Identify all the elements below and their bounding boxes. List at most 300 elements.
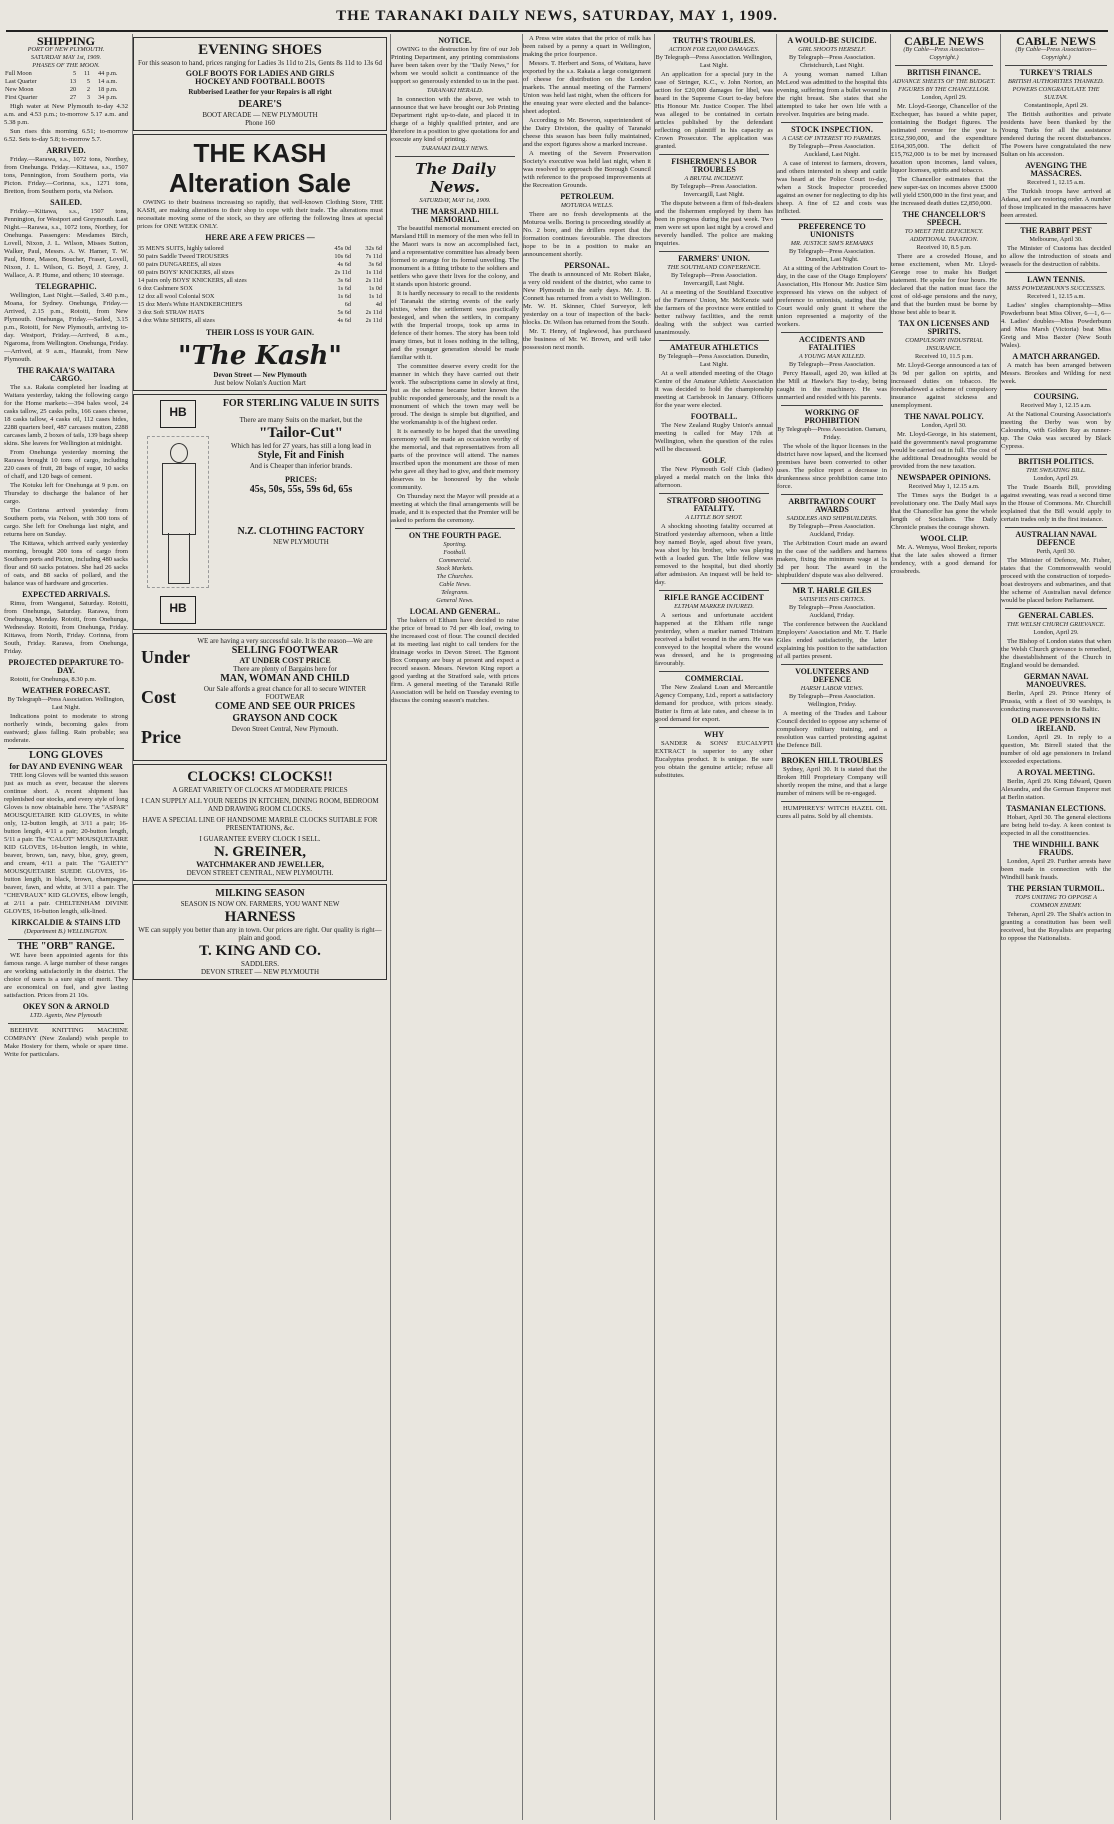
kittawa-text: The Kittawa, which arrived early yesterday morning, brought 200 tons of cargo from Southern ports and Picton, including 480 sacks flour and 60 sacks potatoes. She had 26 sacks of oats, and 88 sacks of pollard, and the balance was of hardware and groceries. [4, 540, 128, 587]
corinna-text: The Corinna arrived yesterday from Southern ports, via Nelson, with 300 tons of cargo. She left for Onehunga last night, and returns here on Sunday. [4, 507, 128, 538]
hill-text: Sydney, April 30. It is stated that the Broken Hill Proprietary Company will shortly reopen the mine, and that a large number of miners will be re-engaged. [777, 766, 887, 797]
royal-heading: A ROYAL MEETING. [1017, 768, 1095, 777]
was-price: 5s 6d [337, 309, 352, 316]
kash-below: Just below Nolan's Auction Mart [214, 379, 306, 387]
now-price: 2s 11d [365, 309, 382, 316]
page-heading: ON THE FOURTH PAGE. [408, 531, 502, 540]
kash-sale: Alteration Sale [168, 168, 352, 198]
divider [8, 939, 124, 940]
turkey-heading: TURKEY'S TRIALS [1019, 68, 1093, 77]
okey-place: LTD. Agents, New Plymouth [30, 1012, 102, 1019]
moon-day: 27 [69, 94, 77, 101]
personal-text: The death is announced of Mr. Robert Blake, a very old resident of the district, who came to New Plymouth in the early days. Mr. J. B. Connett has returned from a visit to Wellington. Mr. W. H. Skinner, Chief Surveyor, left yesterday on a tour of inspection of the back-blocks. Dr. Wilson has returned from the South. [523, 271, 651, 326]
paper-title: The Daily News. [415, 160, 495, 196]
turkey-byline: Constantinople, April 29. [1024, 102, 1088, 109]
kirkcaldie-place: (Department B.) WELLINGTON. [24, 928, 108, 935]
table-row [137, 309, 383, 317]
weather-heading: WEATHER FORECAST. [21, 686, 111, 695]
arrived-text: Friday.—Rarawa, s.s., 1072 tons, Northey, from Onehunga. Friday.—Kittawa, s.s., 1507 tons, Pennington, from Southern ports, via Picton. Friday.—Corinna, s.s., 1271 tons, Bretton, from Southern ports, via Nelson. [4, 156, 128, 195]
amateur-byline: By Telegraph—Press Association. Dunedin, Last Night. [658, 353, 770, 368]
moon-min: 34 [98, 94, 105, 101]
masthead: THE TARANAKI DAILY NEWS, SATURDAY, MAY 1, 1909. [6, 2, 1108, 32]
notice-text: In connection with the above, we wish to announce that we have brought our Job Printing Department right up-to-date, and placed it in charge of a highly qualified printer, and are therefore in a position to give quotations for and execute any kind of printing. [391, 96, 519, 143]
page-item: Cable News. [439, 581, 471, 588]
divider [781, 219, 883, 220]
accidents-subheading: A YOUNG MAN KILLED. [798, 353, 866, 360]
harle-byline: By Telegraph—Press Association. Auckland, Friday. [788, 604, 876, 619]
moon-day: 20 [69, 86, 77, 93]
stock-byline: By Telegraph—Press Association. Auckland, Last Night. [788, 143, 876, 158]
harle-heading: MR T. HARLE GILES [792, 586, 872, 595]
was-price: 10s 6d [334, 253, 352, 260]
waitara-text: The s.s. Rakaia completed her loading at Waitara yesterday, taking the following cargo for the Home markets:—394 bales wool, 24 casks tallow, 25 casks pelts, 166 cases cheese, 18 casks tallow, 4 casks oil, 112 cases hides, 2288 quarters beef, 487 carcases mutton, 2288 carcases lamb, 2 boxes of tails, 139 bags sheep skins. She leaves for Wellington at midnight. [4, 384, 128, 447]
was-price: 1s 6d [337, 285, 352, 292]
kash-prices-heading: HERE ARE A FEW PRICES — [205, 233, 315, 242]
arb-text: The Arbitration Court made an award in the case of the saddlers and harness makers, fixing the minimum wage at 1s 3d per hour. The award in the shipbuilders' dispute was also delivered. [777, 540, 887, 579]
rifle-subheading: ELTHAM MARKER INJURED. [674, 603, 754, 610]
divider [1005, 272, 1107, 273]
finance-subheading: FIGURES BY THE CHANCELLOR. [898, 86, 990, 93]
massacre-byline: Received 1, 12.15 a.m. [1027, 179, 1085, 186]
truth-text: An application for a special jury in the case of Stringer, K.C., v. John Norton, an action for £20,000 damages for libel, was heard in the Supreme Court to-day before His Honour Mr. Justice Cooper. The libel was alleged to be contained in certain articles published by the defendant reflecting on plaintiff in his capacity as Crown Prosecutor. The application was granted. [655, 71, 773, 150]
arrived-heading: ARRIVED. [46, 146, 86, 155]
hb-brand: "Tailor-Cut" [259, 425, 343, 441]
hb-heading: FOR STERLING VALUE IN SUITS [222, 398, 380, 409]
divider [395, 156, 515, 157]
moon-phase: New Moon [5, 86, 34, 93]
moon-ampm: p.m. [106, 86, 118, 93]
hb-text: There are many Suits on the market, but the [239, 416, 363, 424]
divider [781, 664, 883, 665]
opinions-byline: Received May 1, 12.15 a.m. [908, 483, 980, 490]
expected-heading: EXPECTED ARRIVALS. [22, 590, 110, 599]
suicide-text: A young woman named Lilian McLeod was admitted to the hospital this evening, suffering from a bullet wound in the right breast. She states that she attempted to take her own life with a revolver. Inquiries are being made. [777, 71, 887, 118]
clocks-subheading: A GREAT VARIETY OF CLOCKS AT MODERATE PRICES [172, 786, 348, 794]
rifle-text: A serious and unfortunate accident happened at the Eltham rifle range yesterday, when a marker named Tristram received a bullet wound in the arm. He was conveyed to the hospital where the wound was dressed, and he is progressing favourably. [655, 612, 773, 667]
table-row [137, 277, 383, 285]
navy-text: The Minister of Defence, Mr. Fisher, states that the Commonwealth would proceed with the construction of torpedo-boat destroyers and submarines, and that the scheme of Australian naval defence would be placed before Parliament. [1001, 557, 1111, 604]
rifle-heading: RIFLE RANGE ACCIDENT [664, 593, 764, 602]
now-price: 2s 11d [365, 277, 382, 284]
notice-heading: NOTICE. [438, 36, 472, 45]
greiner-trade: WATCHMAKER AND JEWELLER, [196, 860, 324, 869]
hill-heading: BROKEN HILL TROUBLES [781, 756, 883, 765]
page-item: Stock Markets. [436, 565, 474, 572]
grayson-sell: SELLING FOOTWEAR [231, 645, 339, 656]
clocks-text: I GUARANTEE EVERY CLOCK I SELL. [199, 835, 321, 843]
moon-hour: 2 [86, 86, 91, 93]
taxes-heading: TAX ON LICENSES AND SPIRITS. [898, 319, 990, 336]
stock-subheading: A CASE OF INTEREST TO FARMERS. [782, 135, 882, 142]
moon-day: 5 [73, 70, 77, 77]
column-editorial [390, 34, 519, 1820]
kash-loss: THEIR LOSS IS YOUR GAIN. [206, 328, 314, 337]
stock-heading: STOCK INSPECTION. [791, 125, 873, 134]
now-price: 2s 11d [365, 317, 382, 324]
farmers-byline: By Telegraph—Press Association. Invercargill, Last Night. [670, 272, 758, 287]
cables-subheading: THE WELSH CHURCH GRIEVANCE. [1006, 621, 1106, 628]
hockey-boots-line: HOCKEY AND FOOTBALL BOOTS [195, 77, 325, 86]
table-row [137, 317, 383, 325]
gloves-text: THE long Gloves will be wanted this season just as much as ever, because the sleeves continue short. A recent shipment has replenished our stocks, and every style of long Gloves is now obtainable here. The "ASPAR" MOUSQUETAIRE KID GLOVES, in white only, 12-button length, at 3/11 a pair; 16-button length, 4/11 a pair; 20-button length, 5/11 a pair. The "CALOT" MOUSQUETAIRE KID GLOVES, 16-button length, in white, beaver, brown, tan, navy, blue, grey, green, and cream, 4/11 a pair. The "GAIETY" MOUSQUETAIRE SUEDE GLOVES, 16-button length, in black, brown, champagne, beaver, fawn, and white, at 3/11 a pair. The "CHEVRAUX" KID GLOVES, elbow length, at 2/11 a pair. CHELTENHAM DIVINE GLOVES, 16-button length, silk-lined. [4, 772, 128, 915]
king-ad [133, 884, 387, 980]
figure-legs [168, 533, 190, 584]
prohibition-byline: By Telegraph—Press Association. Oamaru, Friday. [777, 426, 887, 441]
was-price: 4s 6d [337, 317, 352, 324]
divider [781, 583, 883, 584]
table-row [137, 301, 383, 309]
stratford-subheading: A LITTLE BOY SHOT. [685, 514, 743, 521]
moon-phase: First Quarter [5, 94, 38, 101]
page-item: Football. [443, 549, 467, 556]
farmers-heading: FARMERS' UNION. [678, 254, 750, 263]
table-row [4, 94, 128, 102]
deficiency-subheading: TO MEET THE DEFICIENCY. [904, 228, 984, 235]
now-price: 3s 6d [368, 261, 382, 268]
harness-heading: HARNESS [224, 909, 296, 925]
expected-text: Rimu, from Wanganui, Saturday. Rotoiti, from Onehunga, Saturday. Rarawa, from Onehunga, Monday. Rotoiti, from Onehunga, Wednesday. Rotoiti, from Onehunga, Friday. Kittawa, from North, Friday. Corinna, from South, Friday. Rarawa, from Onehunga, Friday. [4, 600, 128, 655]
okey-name: OKEY SON & ARNOLD [22, 1002, 110, 1011]
grayson-at: AT UNDER COST PRICE [239, 656, 331, 665]
item: 15 doz Men's White HANDKERCHIEFS [138, 301, 243, 308]
stock-text: A case of interest to farmers, drovers, and others interested in sheep and cattle was heard at the Police Court to-day, when a Stock Inspector proceeded against an owner for neglecting to dip his sheep. A fine of £2 and costs was inflicted. [777, 160, 887, 215]
king-trade: SADDLERS. [241, 960, 279, 968]
coursing-byline: Received May 1, 12.15 a.m. [1020, 402, 1092, 409]
telegraphic-heading: TELEGRAPHIC. [35, 282, 97, 291]
table-row [137, 253, 383, 261]
column-telegrams-2 [776, 34, 887, 1820]
moon-hour: 5 [86, 78, 91, 85]
politics-byline: London, April 29. [1033, 475, 1079, 482]
now-price: 1s 11d [365, 269, 382, 276]
kash-place: Devon Street — New Plymouth [213, 371, 307, 379]
hb-ad [133, 394, 387, 630]
greiner-ad [133, 764, 387, 881]
windhill-heading: THE WINDHILL BANK FRAUDS. [1012, 840, 1100, 857]
page-item: Commercial. [438, 557, 472, 564]
rabbit-text: The Minister of Customs has decided to allow the introduction of stoats and weasels for the destruction of rabbits. [1001, 245, 1111, 268]
coursing-heading: COURSING. [1033, 392, 1079, 401]
volunteers-text: A meeting of the Trades and Labour Council decided to oppose any scheme of compulsory military training, and a resolution was carried protesting against the Defence Bill. [777, 710, 887, 749]
under-word: Under [141, 647, 190, 667]
man-figure [147, 436, 209, 588]
harle-text: The conference between the Auckland Employers' Association and Mr. T. Harle Giles ended satisfactorily, the latter explaining his position to the satisfaction of all parties present. [777, 621, 887, 660]
leader-paragraph: It is hardly necessary to recall to the residents of Taranaki the stirring events of the early sixties, when the settlement was practically besieged, and when the settlers, in company with the Imperial troops, took up arms in defence of their homes. The story has been told many times, but it loses nothing in the telling, and the younger generation should be made familiar with it. [391, 290, 519, 361]
under-cost-price [137, 637, 190, 757]
now-price: 32s 6d [365, 245, 382, 252]
column-advertisements [132, 34, 387, 1820]
orb-heading: THE "ORB" RANGE. [17, 941, 115, 952]
deare-place: BOOT ARCADE — NEW PLYMOUTH [202, 111, 318, 119]
manoeuvres-heading: GERMAN NAVAL MANOEUVRES. [1023, 672, 1089, 689]
cable-heading: CABLE NEWS [904, 34, 984, 48]
tasmania-text: Hobart, April 30. The general elections are being held to-day. A keen contest is expected in all the constituencies. [1001, 814, 1111, 837]
football-heading: FOOTBALL. [690, 412, 738, 421]
cost-word: Cost [141, 687, 176, 707]
cables-heading: GENERAL CABLES. [1018, 611, 1094, 620]
table-row [137, 285, 383, 293]
farmers-subheading: THE SOUTHLAND CONFERENCE. [667, 264, 761, 271]
divider [659, 590, 769, 591]
paper-date: SATURDAY, MAY 1st, 1909. [419, 197, 491, 204]
telegraphic-text: Wellington, Last Night.—Sailed, 3.40 p.m., Moana, for Sydney. Onehunga, Friday.—Arrived, 2.15 p.m., Rotoiti, from New Plymouth. Onehunga, Friday.—Sailed, 3.15 p.m., Rotoiti, for New Plymouth, arriving to-day. Westport, Friday.—Arrived, 8 a.m., Ngaroma, from Wellington. Onehunga, Friday.—Arrived, at 9 a.m., Hauraki, from New Plymouth. [4, 292, 128, 363]
divider [1005, 389, 1107, 390]
football-text: The New Zealand Rugby Union's annual meeting is called for May 17th at Wellington, when the question of the rules will be discussed. [655, 422, 773, 453]
column-telegrams [654, 34, 773, 1820]
tennis-subheading: MISS POWDERBUNN'S SUCCESSES. [1006, 285, 1106, 292]
golf-heading: GOLF. [702, 456, 726, 465]
royal-text: Berlin, April 29. King Edward, Queen Alexandra, and the German Emperor met at Berlin station. [1001, 778, 1111, 801]
date-line: SATURDAY MAY 1st, 1909. [30, 54, 102, 61]
fisher-byline: By Telegraph—Press Association. Invercargill, Last Night. [670, 183, 758, 198]
greiner-place: DEVON STREET CENTRAL, NEW PLYMOUTH. [186, 869, 334, 877]
moon-min: 44 [98, 70, 105, 77]
divider [1005, 454, 1107, 455]
ad-text: HUMPHREYS' WITCH HAZEL OIL cures all pains. Sold by all chemists. [777, 805, 887, 820]
stratford-text: A shocking shooting fatality occurred at Stratford yesterday afternoon, when a little boy named Boyle, aged about five years, was shot by his brother, who was playing with a loaded gun. The little fellow was removed to the hospital, but died shortly after admission. An inquest will be held to-day. [655, 523, 773, 586]
persian-heading: THE PERSIAN TURMOIL. [1007, 884, 1105, 893]
projected-text: Rotoiti, for Onehunga, 8.30 p.m. [10, 676, 97, 683]
amateur-text: At a well attended meeting of the Otago Centre of the Amateur Athletic Association it was decided to hold the championship meeting at Carisbrook in January. Officers for the year were elected. [655, 370, 773, 409]
leader-paragraph: The beautiful memorial monument erected on Marsland Hill in memory of the men who fell in the Maori wars is now an accomplished fact, and a representative committee has already been formed to arrange for its formal unveiling. The monument is a fitting tribute to the soldiers and settlers who gave their lives for the colony, and it stands upon historic ground. [391, 225, 519, 288]
rabbit-heading: THE RABBIT PEST [1020, 226, 1092, 235]
king-name: T. KING AND CO. [199, 943, 321, 959]
tennis-heading: LAWN TENNIS. [1027, 275, 1085, 284]
was-price: 1s 6d [337, 293, 352, 300]
tide-text: High water at New Plymouth to-day 4.32 a.m. and 4.53 p.m.; to-morrow 5.17 a.m. and 5.38 p.m. [4, 103, 128, 126]
farmers-text: At a meeting of the Southland Executive of the Farmers' Union, Mr. McKenzie said the farmers of the province were entitled to better railway facilities, and the remit dealing with the subject was carried unanimously. [655, 289, 773, 336]
deficiency-subheading: ADDITIONAL TAXATION. [909, 236, 979, 243]
port-line: PORT OF NEW PLYMOUTH. [27, 46, 105, 53]
sailed-heading: SAILED. [50, 198, 82, 207]
figure-body [162, 463, 196, 535]
taxes-byline: Received 10, 11.5 p.m. [914, 353, 973, 360]
sun-text: Sun rises this morning 6.51; to-morrow 6.52. Sets to-day 5.8; to-morrow 5.7. [4, 128, 128, 143]
kash-name: "The Kash" [178, 341, 342, 371]
was-price: 45s 0d [334, 245, 352, 252]
onehunga-text: From Onehunga yesterday morning the Rarawa brought 10 tons of cargo, including 220 cases of fruit, 28 bags of sugar, 10 sacks of chaff, and 120 bags of cement. [4, 449, 128, 480]
hb-factory: N.Z. CLOTHING FACTORY [237, 526, 365, 537]
table-row [4, 78, 128, 86]
news-text: A meeting of the Severn Preservation Society's executive was held last night, when it was resolved to approach the Borough Council with reference to the proposed improvements at the Recreation Grounds. [523, 150, 651, 189]
politics-subheading: THE SWEATING BILL. [1026, 467, 1086, 474]
notice-sign: TARANAKI HERALD. [426, 87, 484, 94]
divider [895, 65, 993, 66]
leader-paragraph: The committee deserve every credit for the manner in which they have carried out their work. The subscriptions came in slowly at first, but as the scheme became better known the public responded generously, and the result is a monument of which the town may well be proud. The design is simple but dignified, and the workmanship is of the highest order. [391, 363, 519, 426]
item: 50 pairs Saddle Tweed TROUSERS [138, 253, 229, 260]
cable-heading: CABLE NEWS [1016, 34, 1096, 48]
rabbit-byline: Melbourne, April 30. [1029, 236, 1083, 243]
politics-text: The Trade Boards Bill, providing against sweating, was read a second time in the House of Commons. Mr. Churchill explained that the Bill would apply to certain trades only in the first instance. [1001, 484, 1111, 523]
volunteers-heading: VOLUNTEERS AND DEFENCE [795, 667, 869, 684]
page-item: General News. [436, 597, 474, 604]
amateur-heading: AMATEUR ATHLETICS [669, 343, 759, 352]
navy-byline: Perth, April 30. [1036, 548, 1076, 555]
grayson-place: Devon Street Central, New Plymouth. [231, 725, 339, 733]
hb-place: NEW PLYMOUTH [273, 538, 329, 546]
page-item: The Churches. [436, 573, 474, 580]
grayson-who: MAN, WOMAN AND CHILD [220, 673, 350, 684]
gloves-subheading: for DAY AND EVENING WEAR [9, 762, 123, 771]
finance-byline: London, April 29. [921, 94, 967, 101]
moon-min: 14 [98, 78, 105, 85]
shoes-subheading: For this season to hand, prices ranging for Ladies 3s 11d to 21s, Gents 8s 11d to 13s 6d [137, 59, 383, 67]
stratford-heading: STRATFORD SHOOTING FATALITY. [666, 496, 762, 513]
wool-heading: WOOL CLIP. [920, 534, 968, 543]
finance-subheading: ADVANCE SHEETS OF THE BUDGET. [892, 78, 996, 85]
kirkcaldie-name: KIRKCALDIE & STAINS LTD [11, 918, 121, 927]
match-text: A match has been arranged between Messrs. Brookes and Wilding for next week. [1001, 362, 1111, 385]
was-price: 4s 6d [337, 261, 352, 268]
politics-heading: BRITISH POLITICS. [1018, 457, 1094, 466]
knitting-text: BEEHIVE KNITTING MACHINE COMPANY (New Zealand) wish people to Make Hosiery for them, whole or spare time. Write for particulars. [4, 1027, 128, 1058]
hb-prices: 45s, 50s, 55s, 59s 6d, 65s [249, 484, 353, 495]
taxes-text: Mr. Lloyd-George announced a tax of 3s 9d per gallon on spirits, and increased duties on tobacco. He foreshadowed a scheme of compulsory insurance against sickness and unemployment. [891, 362, 997, 409]
item: 14 pairs only BOYS' KNICKERS, all sizes [138, 277, 247, 284]
now-price: 4d [375, 301, 382, 308]
milking-heading: MILKING SEASON [215, 888, 305, 899]
taxes-subheading: COMPULSORY INDUSTRIAL INSURANCE. [905, 337, 983, 352]
item: 60 pairs DUNGAREES, all sizes [138, 261, 222, 268]
opinions-heading: NEWSPAPER OPINIONS. [897, 473, 991, 482]
sailed-text: Friday.—Kittawa, s.s., 1507 tons, Pennington, for Westport and Greymouth. Last Night.—Rarawa, s.s., 1072 tons, Northey, for Onehunga. Passengers: Mesdames Birch, Lovell, Nixon, J. L. Wilson, Misses Sutton, Walker, Paul, Messrs. A. W. Hamer, T. W. Paul, Hone, Mason, Boucher, Fraser, Lovell, Nixon, J. L. Wilson, G. Boyd, J. Grey, J. Wallace, A. P. Hume, and others; 10 steerage. [4, 208, 128, 279]
deficiency-byline: Received 10, 8.5 p.m. [916, 244, 972, 251]
truth-heading: TRUTH'S TROUBLES. [672, 36, 756, 45]
truth-subheading: ACTION FOR £20,000 DAMAGES. [668, 46, 760, 53]
prohibition-heading: WORKING OF PROHIBITION [804, 408, 860, 425]
fisher-heading: FISHERMEN'S LABOR TROUBLES [671, 157, 757, 174]
item: 4 doz White SHIRTS, all sizes [138, 317, 215, 324]
pensions-heading: OLD AGE PENSIONS IN IRELAND. [1011, 716, 1101, 733]
tasmania-heading: TASMANIAN ELECTIONS. [1006, 804, 1106, 813]
king-place: DEVON STREET — NEW PLYMOUTH [200, 968, 320, 976]
kash-text: OWING to their business increasing so rapidly, that well-known Clothing Store, THE KASH, are making alterations to their shop to cope with their trade. The alterations must necessitate moving some of the stock, so they are offering the following lines at special prices for ONE WEEK ONLY. [137, 199, 383, 230]
cables-text: The Bishop of London states that when the Welsh Church grievance is remedied, the disestablishment of the Church in England would be demanded. [1001, 638, 1111, 669]
divider [395, 528, 515, 529]
leader-paragraph: It is earnestly to be hoped that the unveiling ceremony will be made an occasion worthy of the memorial, and that representatives from all parts of the province will attend. The names inscribed upon the monument are those of men who gave all they had to give, and their memory deserves to be honoured by the whole community. [391, 428, 519, 491]
table-row [137, 269, 383, 277]
moon-table [4, 70, 128, 102]
table-row [4, 70, 128, 78]
divider [781, 753, 883, 754]
windhill-text: London, April 29. Further arrests have been made in connection with the Windhill bank frauds. [1001, 858, 1111, 881]
commercial-text: The New Zealand Loan and Mercantile Agency Company, Ltd., report a satisfactory demand for produce, with prices steady. Butter is firm at late rates, and cheese is in good demand for export. [655, 684, 773, 723]
divider [659, 671, 769, 672]
figure-head [170, 443, 188, 463]
now-price: 1s 1d [368, 293, 382, 300]
hb-logo: HB [160, 400, 196, 428]
item: 35 MEN'S SUITS, highly tailored [138, 245, 224, 252]
deare-name: DEARE'S [238, 99, 282, 110]
orb-text: WE have been appointed agents for this famous range. A large number of these ranges are working satisfactorily in the district. The choice of users is a sure sign of merit. They are economical on fuel, and give lasting satisfaction. Prices from 21 10s. [4, 952, 128, 999]
notice-sign: TARANAKI DAILY NEWS. [421, 145, 489, 152]
massacre-heading: AVENGING THE MASSACRES. [1025, 161, 1087, 178]
divider [1005, 527, 1107, 528]
moon-ampm: a.m. [106, 78, 118, 85]
divider [781, 494, 883, 495]
rubber-line: Rubberised Leather for your Repairs is all right [188, 88, 332, 96]
waitara-heading: THE RAKAIA'S WAITARA CARGO. [17, 366, 115, 383]
hb-prices-label: PRICES: [284, 475, 317, 484]
grayson-come: COME AND SEE OUR PRICES [214, 701, 356, 712]
clocks-text: HAVE A SPECIAL LINE OF HANDSOME MARBLE CLOCKS SUITABLE FOR PRESENTATIONS, &c. [142, 816, 378, 832]
prohibition-text: The whole of the liquor licenses in the district have now lapsed, and the licensed premises have been converted to other uses. The police report a decrease in drunkenness since prohibition came into force. [777, 443, 887, 490]
leader-heading: THE MARSLAND HILL MEMORIAL. [411, 207, 499, 224]
table-row [137, 245, 383, 253]
was-price: 2s 11d [334, 269, 352, 276]
news-text: According to Mr. Bowron, superintendent of the Dairy Division, the quality of Taranaki cheese this season has been fully maintained, and the export figures show a marked increase. [523, 117, 651, 148]
table-row [4, 86, 128, 94]
pref-heading: PREFERENCE TO UNIONISTS [798, 222, 866, 239]
wool-text: Mr. A. Wemyss, Wool Broker, reports that the late sales showed a firmer tendency, with a good demand for crossbreds. [891, 544, 997, 575]
moon-ampm: p.m. [106, 94, 118, 101]
item: 6 doz Cashmere SOX [138, 285, 193, 292]
kash-title: THE KASH [193, 138, 327, 168]
commercial-heading: COMMERCIAL [684, 674, 744, 683]
deare-ad [133, 37, 387, 131]
petroleum-subheading: MOTUROA WELLS. [560, 202, 614, 209]
divider [659, 727, 769, 728]
item: 12 doz all wool Colonial SOX [138, 293, 215, 300]
deficiency-heading: THE CHANCELLOR'S SPEECH. [902, 210, 986, 227]
was-price: 3s 6d [337, 277, 352, 284]
divider [8, 748, 124, 749]
clocks-heading: CLOCKS! CLOCKS!! [187, 769, 333, 785]
accidents-heading: ACCIDENTS AND FATALITIES [798, 335, 865, 352]
harness-text: WE can supply you better than any in town. Our prices are right. Our quality is right—plain and good. [138, 926, 382, 942]
moon-day: 13 [69, 78, 77, 85]
why-text: SANDER & SONS' EUCALYPTI EXTRACT is superior to any other Eucalyptus product. It is unique. Be sure you obtain the genuine article; refuse all substitutes. [655, 740, 773, 779]
turkey-text: The British authorities and private residents have been thanked by the Young Turks for all the assistance rendered during the recent disturbances. The Powers have congratulated the new Sultan on his accession. [1001, 111, 1111, 158]
moon-ampm: p.m. [106, 70, 118, 77]
tennis-text: Ladies' singles championship—Miss Powderbunn beat Miss Oliver, 6—1, 6—4. Ladies' doubles—Miss Powderbunn and Miss Marsh (Victoria) beat Miss Greig and Miss Baxter (New South Wales). [1001, 302, 1111, 349]
moon-min: 18 [98, 86, 105, 93]
news-text: Messrs. T. Herbert and Sons, of Waitara, have exported by the s.s. Rakaia a large consignment of cheese for distribution on the London markets. The annual meeting of the Farmers' Union was held last night, when the officers for the ensuing year were elected and the balance-sheet adopted. [523, 60, 651, 115]
deficiency-text: There are a crowded House, and tense excitement, when Mr. Lloyd-George rose to make his Budget statement. He spoke for four hours. He declared that the nation must face the cost of old-age pensions and the navy, and that the burden must be borne by those best able to bear it. [891, 253, 997, 316]
turkey-subheading: POWERS CONGRATULATE THE SULTAN. [1012, 86, 1100, 101]
petroleum-heading: PETROLEUM. [560, 192, 614, 201]
finance-text: Mr. Lloyd-George, Chancellor of the Exchequer, has issued a white paper, containing the Budget figures. The estimated revenue for the year is £162,590,000, and the expenditure £164,305,000. The deficit of £15,762,000 is to be met by increased taxation upon incomes, land values, liquor licenses, spirits and tobacco. [891, 103, 997, 174]
table-row [137, 293, 383, 301]
divider [659, 340, 769, 341]
persian-subheading: TOPS UNITING TO OPPOSE A COMMON ENEMY. [1015, 894, 1097, 909]
kotuku-text: The Kotuku left for Onehunga at 9 p.m. on Thursday to discharge the balance of her cargo. [4, 482, 128, 505]
now-price: 1s 0d [368, 285, 382, 292]
notice-text: OWING to the destruction by fire of our Job Printing Department, any printing commissions have been taken over by the "Daily News," for whom we would solicit a continuance of the support so generously extended to us in the past. [391, 46, 519, 85]
naval-heading: THE NAVAL POLICY. [904, 412, 984, 421]
grayson-intro: WE are having a very successful sale. It is the reason—We are [197, 637, 373, 645]
kash-ad [133, 134, 387, 391]
arb-heading: ARBITRATION COURT AWARDS [788, 497, 876, 514]
suicide-subheading: GIRL SHOOTS HERSELF. [798, 46, 866, 53]
kash-price-table [137, 245, 383, 325]
golf-boots-line: GOLF BOOTS FOR LADIES AND GIRLS [185, 69, 335, 78]
hb-text: And is Cheaper than inferior brands. [249, 462, 353, 470]
table-row [137, 261, 383, 269]
petroleum-text: There are no fresh developments at the Moturoa wells. Boring is proceeding steadily at No. 2 bore, and the drillers report that the formation continues favourable. The directors hope to be in a position to make an announcement shortly. [523, 211, 651, 258]
naval-text: Mr. Lloyd-George, in his statement, said the government's naval programme would be carried out in full. The cost of the additional Dreadnoughts would be provided from the new taxation. [891, 431, 997, 470]
divider [781, 405, 883, 406]
coursing-text: At the National Coursing Association's meeting the Derby was won by Caloundra, with Golden Ray as runner-up. The Oaks was secured by Black Cypress. [1001, 411, 1111, 450]
volunteers-subheading: HARSH LABOR VIEWS. [800, 685, 864, 692]
column-cable-news-2 [1000, 34, 1111, 1820]
pref-subheading: MR. JUSTICE SIM'S REMARKS [790, 240, 874, 247]
tennis-byline: Received 1, 12.15 a.m. [1027, 293, 1085, 300]
was-price: 6d [344, 301, 352, 308]
divider [1005, 223, 1107, 224]
grayson-sale: Our Sale affords a great chance for all to secure WINTER FOOTWEAR [203, 685, 367, 701]
local-text: The bakers of Eltham have decided to raise the price of bread to 7d per 4lb loaf, owing to the increased cost of flour. The council decided at its meeting last night to call tenders for the drainage works in Devon Street. The Egmont Box Company are busy at present and expect a record season. Messrs. Newton King report a good yarding at the Stratford sale, with prices firm. A general meeting of the Taranaki Rifle Association will be held on Tuesday evening to discuss the coming season's matches. [391, 617, 519, 704]
